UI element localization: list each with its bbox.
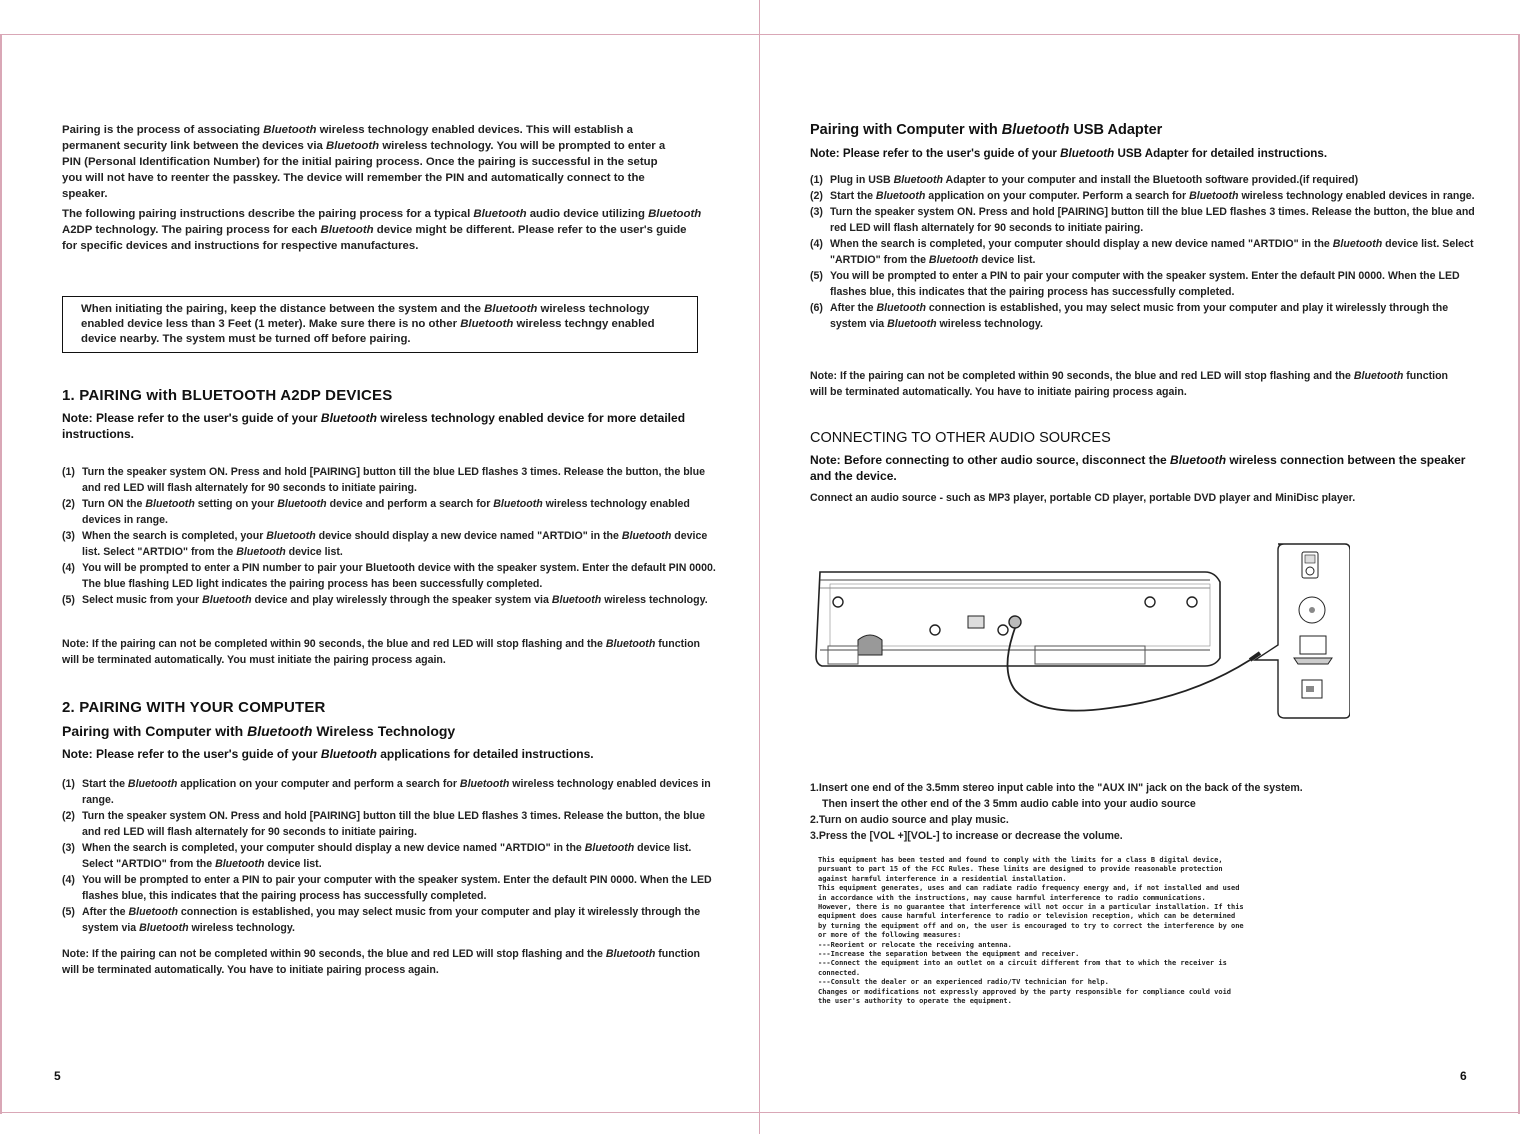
section-2-title: 2. PAIRING WITH YOUR COMPUTER	[62, 699, 326, 716]
fcc-line: by turning the equipment off and on, the user is encouraged to try to correct the interference by one	[818, 921, 1244, 930]
step-number: (3)	[810, 206, 823, 218]
section-2-steps	[62, 776, 722, 936]
step-item: (5) Select music from your Bluetooth device and play wirelessly through the speaker system via Bluetooth wireless technology.	[62, 594, 708, 606]
step-number: (2)	[62, 810, 75, 822]
step-number: (1)	[62, 466, 75, 478]
fcc-line: the user's authority to operate the equipment.	[818, 997, 1012, 1006]
bluetooth-term: Bluetooth	[584, 842, 635, 854]
bluetooth-term: Bluetooth	[605, 948, 656, 960]
bluetooth-term: Bluetooth	[484, 303, 538, 315]
step-item: (2) Turn the speaker system ON. Press and hold [PAIRING] button till the blue LED flashes 3 times. Release the button, the blue and red LED will flash alternately for 90 seconds to initiate pairing.	[62, 810, 705, 838]
bluetooth-term: Bluetooth	[236, 546, 286, 558]
bluetooth-term: Bluetooth	[1060, 147, 1115, 160]
usb-adapter-steps	[810, 172, 1480, 332]
fcc-line: Changes or modifications not expressly approved by the party responsible for compliance could void	[818, 987, 1232, 996]
pairing-distance-notice-box	[62, 296, 698, 353]
step-number: (3)	[62, 530, 75, 542]
aux-step-2: 2.Turn on audio source and play music.	[810, 814, 1009, 826]
usb-adapter-footnote: Note: If the pairing can not be completed within 90 seconds, the blue and red LED will stop flashing and the Bluetooth function will be terminated automatically. You have to initiate pairing process again.	[810, 370, 1449, 398]
step-number: (3)	[62, 842, 75, 854]
aux-step-3: 3.Press the [VOL +][VOL-] to increase or decrease the volume.	[810, 830, 1123, 842]
bluetooth-term: Bluetooth	[277, 498, 327, 510]
page-fold-line	[759, 0, 760, 1134]
bluetooth-term: Bluetooth	[1189, 190, 1239, 202]
step-item: (5) You will be prompted to enter a PIN to pair your computer with the speaker system. Enter the default PIN 0000. When the LED flashes blue, this indicates that the pairing process has successfully completed.	[810, 270, 1460, 298]
section-1-footnote: Note: If the pairing can not be completed within 90 seconds, the blue and red LED will stop flashing and the Bluetooth function will be terminated automatically. You must initiate the pairing process again.	[62, 638, 701, 666]
fcc-line: This equipment generates, uses and can radiate radio frequency energy and, if not installed and used	[818, 884, 1240, 893]
aux-steps	[810, 780, 1480, 844]
bluetooth-term: Bluetooth	[605, 638, 656, 650]
bluetooth-term: Bluetooth	[1332, 238, 1383, 250]
mp3-player-icon	[1302, 552, 1318, 578]
page-number-left: 5	[54, 1069, 61, 1083]
fcc-line: pursuant to part 15 of the FCC Rules. These limits are designed to provide reasonable protection	[818, 865, 1223, 874]
bluetooth-term: Bluetooth	[263, 124, 317, 136]
bluetooth-term: Bluetooth	[473, 208, 527, 220]
step-number: (5)	[62, 906, 75, 918]
section-1-note: Note: Please refer to the user's guide of your Bluetooth wireless technology enabled device for more detailed instructions.	[62, 411, 686, 441]
step-number: (4)	[810, 238, 823, 250]
bluetooth-term: Bluetooth	[621, 530, 672, 542]
pairing-distance-notice: When initiating the pairing, keep the distance between the system and the Bluetooth wireless technology enabled device less than 3 Feet (1 meter). Make sure there is no other Bluetooth wireless techngy enabled device nearby. The system must be turned off before pairing.	[81, 303, 655, 345]
intro-paragraph-1: Pairing is the process of associating Bluetooth wireless technology enabled devices. This will establish a permanent security link between the devices via Bluetooth wireless technology. You will be prompted to enter a PIN (Personal Identification Number) for the initial pairing process. Once the pairing is successful in the setup you will not have to reenter the passkey. The device will remember the PIN and automatically connect to the speaker.	[62, 124, 666, 200]
bluetooth-term: Bluetooth	[875, 190, 926, 202]
section-2-footnote: Note: If the pairing can not be completed within 90 seconds, the blue and red LED will stop flashing and the Bluetooth function will be terminated automatically. You have to initiate pairing process again.	[62, 948, 701, 976]
step-item: (1) Turn the speaker system ON. Press and hold [PAIRING] button till the blue LED flashes 3 times. Release the button, the blue and red LED will flash alternately for 90 seconds to initiate pairing.	[62, 466, 705, 494]
bluetooth-term: Bluetooth	[1170, 453, 1227, 467]
step-item: (1) Start the Bluetooth application on your computer and perform a search for Bluetooth wireless technology enabled devices in range.	[62, 778, 711, 806]
speaker-illustration	[816, 572, 1220, 666]
bluetooth-term: Bluetooth	[551, 594, 602, 606]
section-1-title: 1. PAIRING with BLUETOOTH A2DP DEVICES	[62, 387, 393, 404]
section-2-subtitle: Pairing with Computer with Bluetooth Wireless Technology	[62, 723, 456, 739]
bluetooth-term: Bluetooth	[247, 723, 313, 739]
bluetooth-term: Bluetooth	[139, 922, 189, 934]
step-number: (2)	[62, 498, 75, 510]
cd-player-icon	[1299, 597, 1325, 623]
bluetooth-term: Bluetooth	[876, 302, 926, 314]
bluetooth-term: Bluetooth	[1353, 370, 1404, 382]
fcc-line: or more of the following measures:	[818, 931, 962, 940]
bluetooth-term: Bluetooth	[887, 318, 937, 330]
step-item: (2) Turn ON the Bluetooth setting on your Bluetooth device and perform a search for Bluetooth wireless technology enabled devices in range.	[62, 498, 690, 526]
step-number: (4)	[62, 562, 75, 574]
fcc-line: ---Connect the equipment into an outlet on a circuit different from that to which the receiver is	[818, 959, 1227, 968]
bluetooth-term: Bluetooth	[493, 498, 543, 510]
intro-paragraph-2: The following pairing instructions describe the pairing process for a typical Bluetooth audio device utilizing Bluetooth A2DP technology. The pairing process for each Bluetooth device might be different. Please refer to the user's guide for specific devices and instructions for respective manufactures.	[62, 208, 702, 252]
aux-step-1: 1.Insert one end of the 3.5mm stereo input cable into the "AUX IN" jack on the back of the system.	[810, 782, 1303, 794]
step-number: (5)	[810, 270, 823, 282]
usb-adapter-title: Pairing with Computer with Bluetooth USB Adapter	[810, 122, 1163, 138]
step-number: (4)	[62, 874, 75, 886]
aux-connection-illustration	[810, 540, 1350, 720]
bluetooth-term: Bluetooth	[320, 747, 377, 761]
step-number: (6)	[810, 302, 823, 314]
aux-step-1-continued: Then insert the other end of the 3 5mm audio cable into your audio source	[822, 798, 1196, 810]
aux-section-note: Note: Before connecting to other audio source, disconnect the Bluetooth wireless connection between the speaker and the device.	[810, 453, 1466, 483]
step-item: (6) After the Bluetooth connection is established, you may select music from your computer and play it wirelessly through the system via Bluetooth wireless technology.	[810, 302, 1449, 330]
fcc-line: This equipment has been tested and found to comply with the limits for a class B digital device,	[818, 856, 1223, 864]
bluetooth-term: Bluetooth	[202, 594, 252, 606]
page-trim-top	[0, 34, 1520, 35]
bluetooth-term: Bluetooth	[215, 858, 265, 870]
step-item: (4) When the search is completed, your computer should display a new device named "ARTDIO" in the Bluetooth device list. Select "ARTDIO" from the Bluetooth device list.	[810, 238, 1474, 266]
section-1-steps	[62, 464, 722, 608]
bluetooth-term: Bluetooth	[145, 498, 195, 510]
step-item: (3) When the search is completed, your Bluetooth device should display a new device named "ARTDIO" in the Bluetooth device list. Select "ARTDIO" from the Bluetooth device list.	[62, 530, 708, 558]
fcc-line: ---Consult the dealer or an experienced radio/TV technician for help.	[818, 978, 1109, 987]
step-item: (2) Start the Bluetooth application on your computer. Perform a search for Bluetooth wireless technology enabled devices in range.	[810, 190, 1475, 202]
aux-section-title: CONNECTING TO OTHER AUDIO SOURCES	[810, 430, 1111, 446]
step-number: (5)	[62, 594, 75, 606]
bluetooth-term: Bluetooth	[648, 208, 702, 220]
step-item: (4) You will be prompted to enter a PIN to pair your computer with the speaker system. Enter the default PIN 0000. When the LED flashes blue, this indicates that the pairing process has successfully completed.	[62, 874, 712, 902]
page-number-right: 6	[1460, 1069, 1467, 1083]
step-item: (3) When the search is completed, your computer should display a new device named "ARTDIO" in the Bluetooth device list. Select "ARTDIO" from the Bluetooth device list.	[62, 842, 692, 870]
fcc-line: ---Increase the separation between the equipment and receiver.	[818, 950, 1080, 959]
step-item: (3) Turn the speaker system ON. Press and hold [PAIRING] button till the blue LED flashes 3 times. Release the button, the blue and red LED will flash alternately for 90 seconds to initiate pairing.	[810, 206, 1475, 234]
step-number: (1)	[62, 778, 75, 790]
fcc-line: against harmful interference in a residential installation.	[818, 874, 1067, 883]
bluetooth-term: Bluetooth	[928, 254, 979, 266]
portable-dvd-player-icon	[1294, 636, 1332, 664]
aux-section-intro: Connect an audio source - such as MP3 player, portable CD player, portable DVD player and MiniDisc player.	[810, 492, 1356, 504]
fcc-statement	[818, 856, 1298, 1007]
bluetooth-term: Bluetooth	[459, 778, 510, 790]
bluetooth-term: Bluetooth	[266, 530, 316, 542]
fcc-line: However, there is no guarantee that interference will not occur in a particular installation. If this	[818, 903, 1244, 912]
bluetooth-term: Bluetooth	[320, 411, 377, 425]
step-item: (4) You will be prompted to enter a PIN number to pair your Bluetooth device with the speaker system. Enter the default PIN 0000. The blue flashing LED light indicates the pairing process has been successfully completed.	[62, 562, 716, 590]
step-item: (5) After the Bluetooth connection is established, you may select music from your computer and play it wirelessly through the system via Bluetooth wireless technology.	[62, 906, 701, 934]
usb-adapter-note: Note: Please refer to the user's guide of your Bluetooth USB Adapter for detailed instructions.	[810, 147, 1328, 160]
bluetooth-term: Bluetooth	[1001, 122, 1070, 138]
minidisc-player-icon	[1302, 680, 1322, 698]
fcc-line: equipment does cause harmful interference to radio or television reception, which can be determined	[818, 912, 1236, 921]
bluetooth-term: Bluetooth	[460, 318, 514, 330]
fcc-line: ---Reorient or relocate the receiving antenna.	[818, 940, 1012, 949]
bluetooth-term: Bluetooth	[326, 140, 380, 152]
section-2-note: Note: Please refer to the user's guide of your Bluetooth applications for detailed instructions.	[62, 747, 594, 761]
page-trim-bottom	[0, 1112, 1520, 1113]
bluetooth-term: Bluetooth	[893, 174, 943, 186]
fcc-line: connected.	[818, 968, 861, 977]
step-item: (1) Plug in USB Bluetooth Adapter to your computer and install the Bluetooth software provided.(if required)	[810, 174, 1359, 186]
bluetooth-term: Bluetooth	[320, 224, 374, 236]
step-number: (2)	[810, 190, 823, 202]
step-number: (1)	[810, 174, 823, 186]
fcc-line: in accordance with the instructions, may cause harmful interference to radio communications.	[818, 893, 1206, 902]
bluetooth-term: Bluetooth	[127, 778, 178, 790]
bluetooth-term: Bluetooth	[128, 906, 178, 918]
page-trim-left	[0, 34, 2, 1114]
